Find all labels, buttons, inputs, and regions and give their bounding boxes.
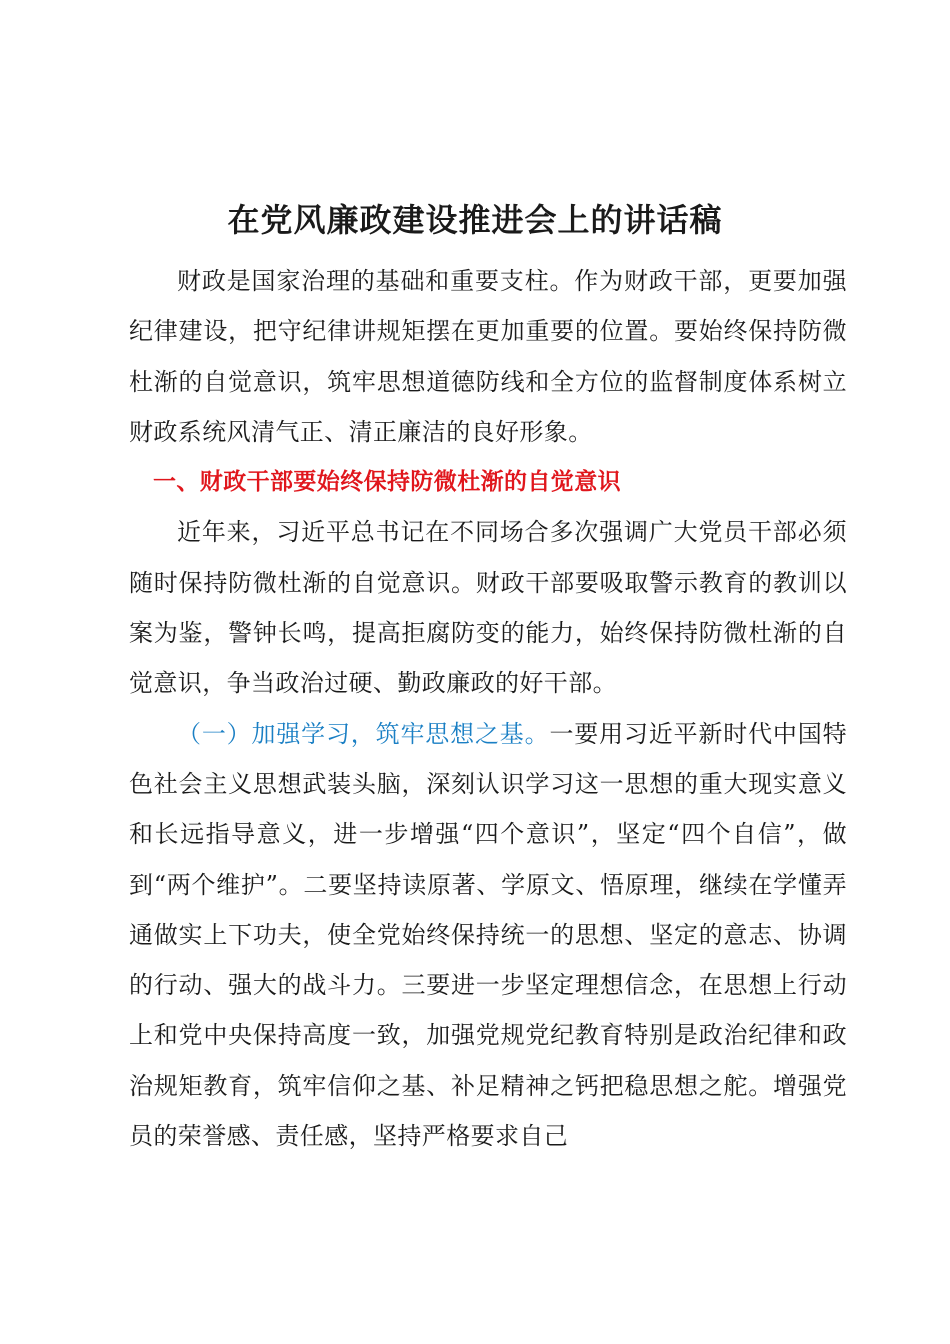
- subsection-1-paragraph: [129, 709, 847, 1162]
- intro-paragraph: 财政是国家治理的基础和重要支柱。作为财政干部，更要加强纪律建设，把守纪律讲规矩摆在更加重要的位置。要始终保持防微杜渐的自觉意识，筑牢思想道德防线和全方位的监督制度体系树立财政系统风清气正、清正廉洁的良好形象。: [129, 267, 847, 446]
- document-title: 在党风廉政建设推进会上的讲话稿: [227, 201, 723, 239]
- subsection-1-body: 一要用习近平新时代中国特色社会主义思想武装头脑，深刻认识学习这一思想的重大现实意义和长远指导意义，进一步增强“四个意识”，坚定“四个自信”，做到“两个维护”。二要坚持读原著、学原文、悟原理，继续在学懂弄通做实上下功夫，使全党始终保持统一的思想、坚定的意志、协调的行动、强大的战斗力。三要进一步坚定理想信念，在思想上行动上和党中央保持高度一致，加强党规党纪教育特别是政治纪律和政治规矩教育，筑牢信仰之基、补足精神之钙把稳思想之舵。增强党员的荣誉感、责任感，坚持严格要求自己: [129, 719, 847, 1151]
- section-1-heading: 一、财政干部要始终保持防微杜渐的自觉意识: [153, 469, 621, 496]
- subsection-1-heading: （一）加强学习，筑牢思想之基。: [177, 719, 550, 748]
- section-1-paragraph: 近年来，习近平总书记在不同场合多次强调广大党员干部必须随时保持防微杜渐的自觉意识。财政干部要吸取警示教育的教训以案为鉴，警钟长鸣，提高拒腐防变的能力，始终保持防微杜渐的自觉意识，争当政治过硬、勤政廉政的好干部。: [129, 518, 847, 698]
- document-body: [129, 256, 847, 1161]
